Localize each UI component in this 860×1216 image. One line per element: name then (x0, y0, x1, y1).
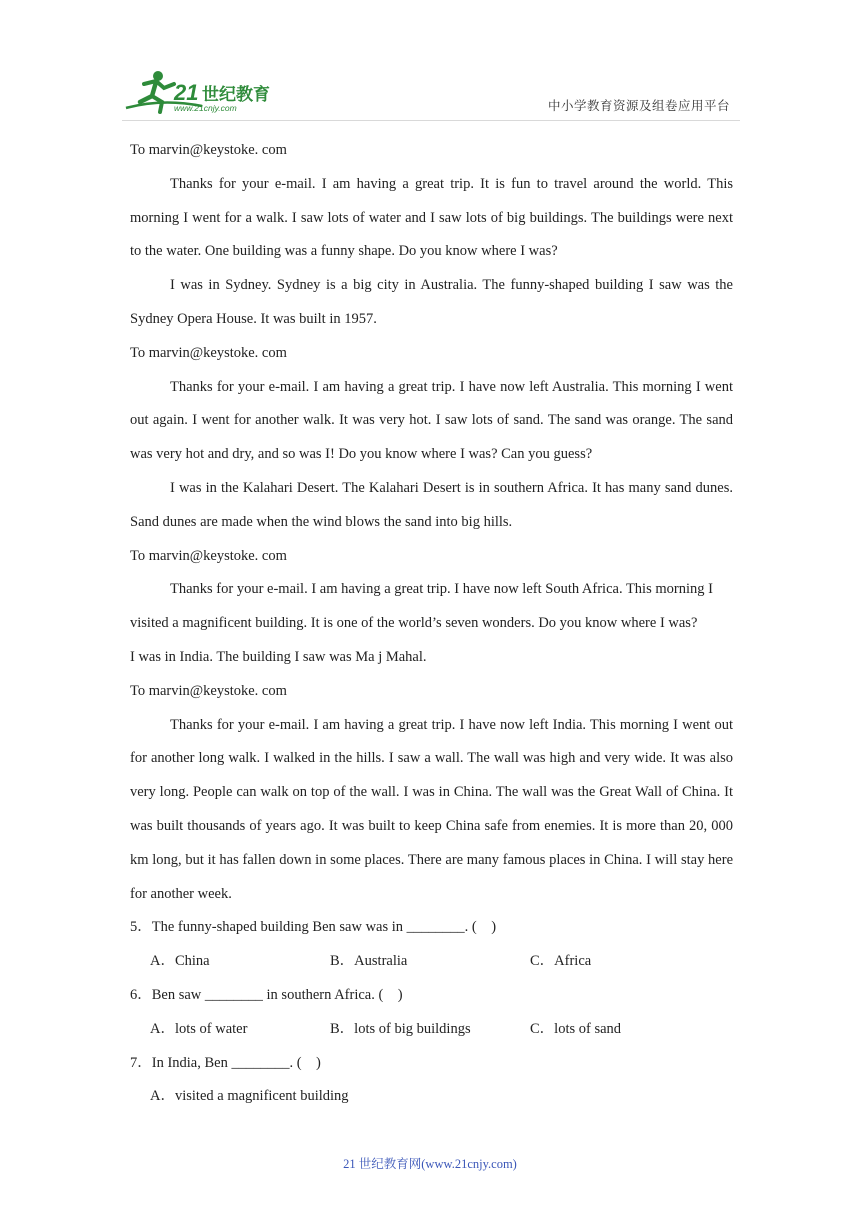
email-line: To marvin@keystoke. com (130, 547, 287, 564)
option-b[interactable]: B．Australia (330, 953, 408, 970)
svg-text:世纪教育: 世纪教育 (202, 85, 270, 105)
option-c[interactable]: C．Africa (530, 953, 592, 970)
logo (122, 68, 292, 116)
platform-name: 中小学教育资源及组卷应用平台 (548, 99, 731, 113)
question-6-options (130, 1013, 733, 1047)
email-line: To marvin@keystoke. com (130, 142, 287, 158)
svg-text:www.21cnjy.com: www.21cnjy.com (174, 103, 237, 113)
question-6: 6．Ben saw ________ in southern Africa. ( ) (130, 986, 403, 1003)
svg-text:21: 21 (174, 80, 199, 105)
page-footer[interactable]: 21 世纪教育网(www.21cnjy.com) (343, 1157, 517, 1171)
passage-paragraph: Thanks for your e-mail. I am having a great trip. I have now left Australia. This morning I went out again. I went for another walk. It was very hot. I saw lots of sand. The sand was orange. The sand was very hot and dry, and so was I! Do you know where I was? Can you guess? (130, 378, 733, 463)
runner-logo-icon (122, 68, 292, 116)
passage-paragraph: Thanks for your e-mail. I am having a great trip. I have now left South Africa. This morning I visited a magnificent building. It is one of the world’s seven wonders. Do you know where I was? (130, 581, 713, 632)
question-7: 7．In India, Ben ________. ( ) (130, 1054, 321, 1071)
passage-paragraph: Thanks for your e-mail. I am having a great trip. I have now left India. This morning I went out for another long walk. I walked in the hills. I saw a wall. The wall was high and very wide. It was also very long. People can walk on top of the wall. I was in China. The wall was the Great Wall of China. It was built thousands of years ago. It was built to keep China safe from enemies. It is more than 20, 000 km long, but it has fallen down in some places. There are many famous places in China. I will stay here for another week. (130, 716, 733, 902)
passage-paragraph: I was in India. The building I saw was Ma j Mahal. (130, 648, 427, 665)
email-line: To marvin@keystoke. com (130, 682, 287, 699)
option-c[interactable]: C．lots of sand (530, 1020, 622, 1037)
option-a[interactable]: A．lots of water (150, 1020, 248, 1037)
option-a[interactable]: A．China (150, 953, 210, 970)
document-body (130, 134, 733, 1114)
option-b[interactable]: B．lots of big buildings (330, 1020, 471, 1037)
email-line: To marvin@keystoke. com (130, 344, 287, 361)
option-a[interactable]: A．visited a magnificent building (150, 1088, 349, 1105)
question-5-options (130, 945, 733, 979)
header-divider (122, 120, 740, 121)
passage-paragraph: I was in Sydney. Sydney is a big city in Australia. The funny-shaped building I saw was the Sydney Opera House. It was built in 1957. (130, 277, 733, 327)
question-5: 5．The funny-shaped building Ben saw was in ________. ( ) (130, 919, 497, 936)
passage-paragraph: Thanks for your e-mail. I am having a great trip. It is fun to travel around the world. This morning I went for a walk. I saw lots of water and I saw lots of big buildings. The buildings were next to the water. One building was a funny shape. Do you know where I was? (130, 175, 733, 260)
question-7-options (130, 1080, 733, 1114)
page-header (0, 0, 860, 125)
passage-paragraph: I was in the Kalahari Desert. The Kalahari Desert is in southern Africa. It has many sand dunes. Sand dunes are made when the wind blows the sand into big hills. (130, 479, 733, 530)
